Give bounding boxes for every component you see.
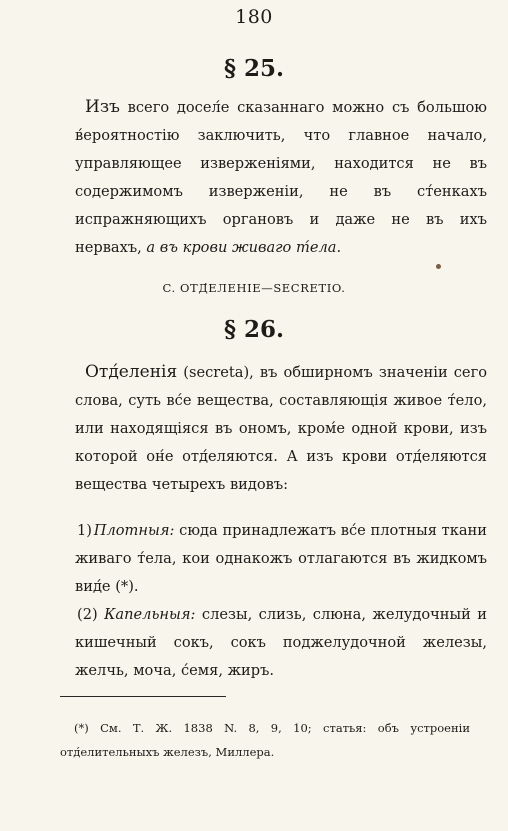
section-25-emphasis: а въ крови живаго т́ела. <box>146 239 342 256</box>
list-item-number: 1) <box>77 522 92 539</box>
section-26-paragraph <box>75 358 487 499</box>
page-number: 180 <box>235 6 273 28</box>
list-item-solid <box>75 517 487 601</box>
section-26-text: (secreta), въ обширномъ значеніи сего слова, суть вс́е вещества, составляющія живое т́ело, или находящіяся въ ономъ, кром́е одной крови, изъ которой он́е отд́еляются. А изъ крови отд́еляются вещества четырехъ видовъ: <box>75 364 487 493</box>
section-26-first-word: Отд́еленія <box>85 362 178 382</box>
list-item-liquid <box>75 601 487 685</box>
list-item-text: слезы, слизь, слюна, желудочный и кишечный сокъ, сокъ поджелудочной железы, желчь, моча, с́емя, жиръ. <box>75 606 487 679</box>
section-25-paragraph <box>75 93 487 262</box>
list-item-number: (2) <box>77 606 98 623</box>
section-25-heading: § 25. <box>223 55 285 82</box>
footnote: (*) См. Т. Ж. 1838 N. 8, 9, 10; статья: объ устроеніи отд́елительныхъ железъ, Миллера. <box>60 721 470 759</box>
list-item-text: сюда принадлежатъ вс́е плотныя ткани живаго т́ела, кои однакожъ отлагаются въ жидкомъ вид́е (*). <box>75 522 487 595</box>
list-item-term: Капельныя: <box>104 606 196 623</box>
paper-speck <box>436 264 441 269</box>
section-25-text: всего досел́е сказаннаго можно съ большою в́ероятностію заключить, что главное начало, управляющее изверженіями, находится не въ содержимомъ изверженіи, не въ ст́енкахъ испражняющихъ органовъ и даже не въ ихъ нервахъ, <box>75 99 487 256</box>
section-26-heading: § 26. <box>223 316 285 343</box>
footnote-divider <box>60 696 226 697</box>
list-item-term: Плотныя: <box>93 522 175 539</box>
section-25-first-word: Изъ <box>85 97 120 117</box>
section-subtitle: C. ОТД́ЕЛЕНІЕ—SECRETIO. <box>162 281 346 295</box>
